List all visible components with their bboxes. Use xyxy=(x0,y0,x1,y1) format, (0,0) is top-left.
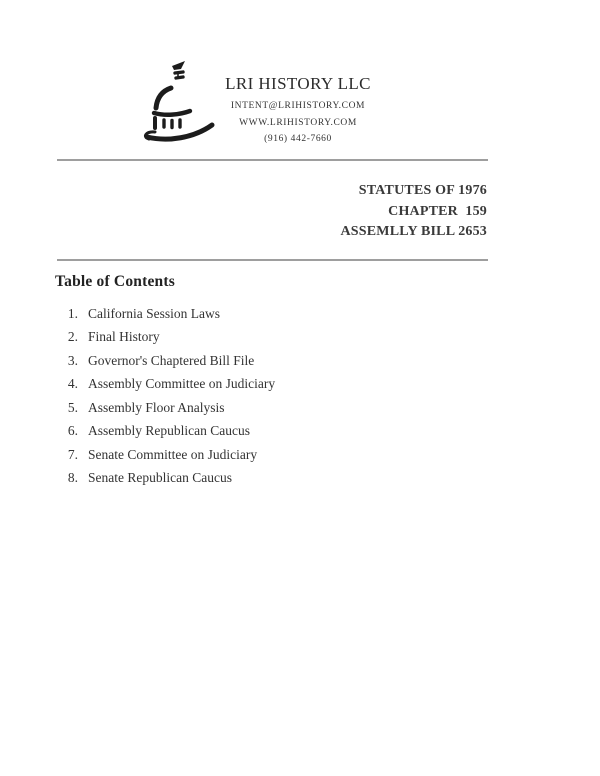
company-name: LRI HISTORY LLC xyxy=(225,74,371,93)
toc-entry-label: Governor's Chaptered Bill File xyxy=(88,352,255,368)
toc-entry xyxy=(55,443,455,466)
horizontal-rule-bottom xyxy=(57,259,488,261)
horizontal-rule-top xyxy=(57,159,488,161)
toc-entry-label: Senate Republican Caucus xyxy=(88,470,232,486)
toc-entry-number: 7. xyxy=(67,446,78,462)
toc-entry-label: Assembly Committee on Judiciary xyxy=(88,376,276,392)
toc-entry xyxy=(55,349,455,372)
toc-entry-label: Assembly Floor Analysis xyxy=(88,399,225,415)
toc-entry-number: 1. xyxy=(67,306,78,321)
toc-entry-label: Final History xyxy=(88,329,160,345)
email-address: INTENT@LRIHISTORY.COM xyxy=(230,101,366,111)
toc-entry xyxy=(55,302,455,325)
toc-list xyxy=(55,302,455,490)
toc-entry xyxy=(55,466,455,489)
toc-entry xyxy=(55,325,455,348)
statute-reference-block xyxy=(340,181,487,243)
toc-entry-label: Senate Committee on Judiciary xyxy=(88,446,258,462)
chapter-line: CHAPTER 159 xyxy=(388,203,487,219)
toc-title: Table of Contents xyxy=(55,273,175,290)
website-url: WWW.LRIHISTORY.COM xyxy=(239,117,357,128)
toc-entry-label: California Session Laws xyxy=(88,306,220,321)
letterhead xyxy=(198,74,398,147)
toc-entry-label: Assembly Republican Caucus xyxy=(88,423,250,439)
toc-entry-number: 3. xyxy=(67,352,78,368)
toc-entry-number: 5. xyxy=(67,399,78,415)
toc-entry-number: 4. xyxy=(67,376,78,392)
toc-entry-number: 8. xyxy=(67,470,78,486)
toc-entry xyxy=(55,372,455,395)
phone-number: (916) 442-7660 xyxy=(264,134,332,144)
toc-entry-number: 6. xyxy=(67,423,78,439)
statutes-line: STATUTES OF 1976 xyxy=(358,183,487,198)
toc-entry xyxy=(55,419,455,442)
toc-entry xyxy=(55,396,455,419)
bill-line: ASSEMLLY BILL 2653 xyxy=(340,224,487,239)
toc-entry-number: 2. xyxy=(67,329,78,345)
